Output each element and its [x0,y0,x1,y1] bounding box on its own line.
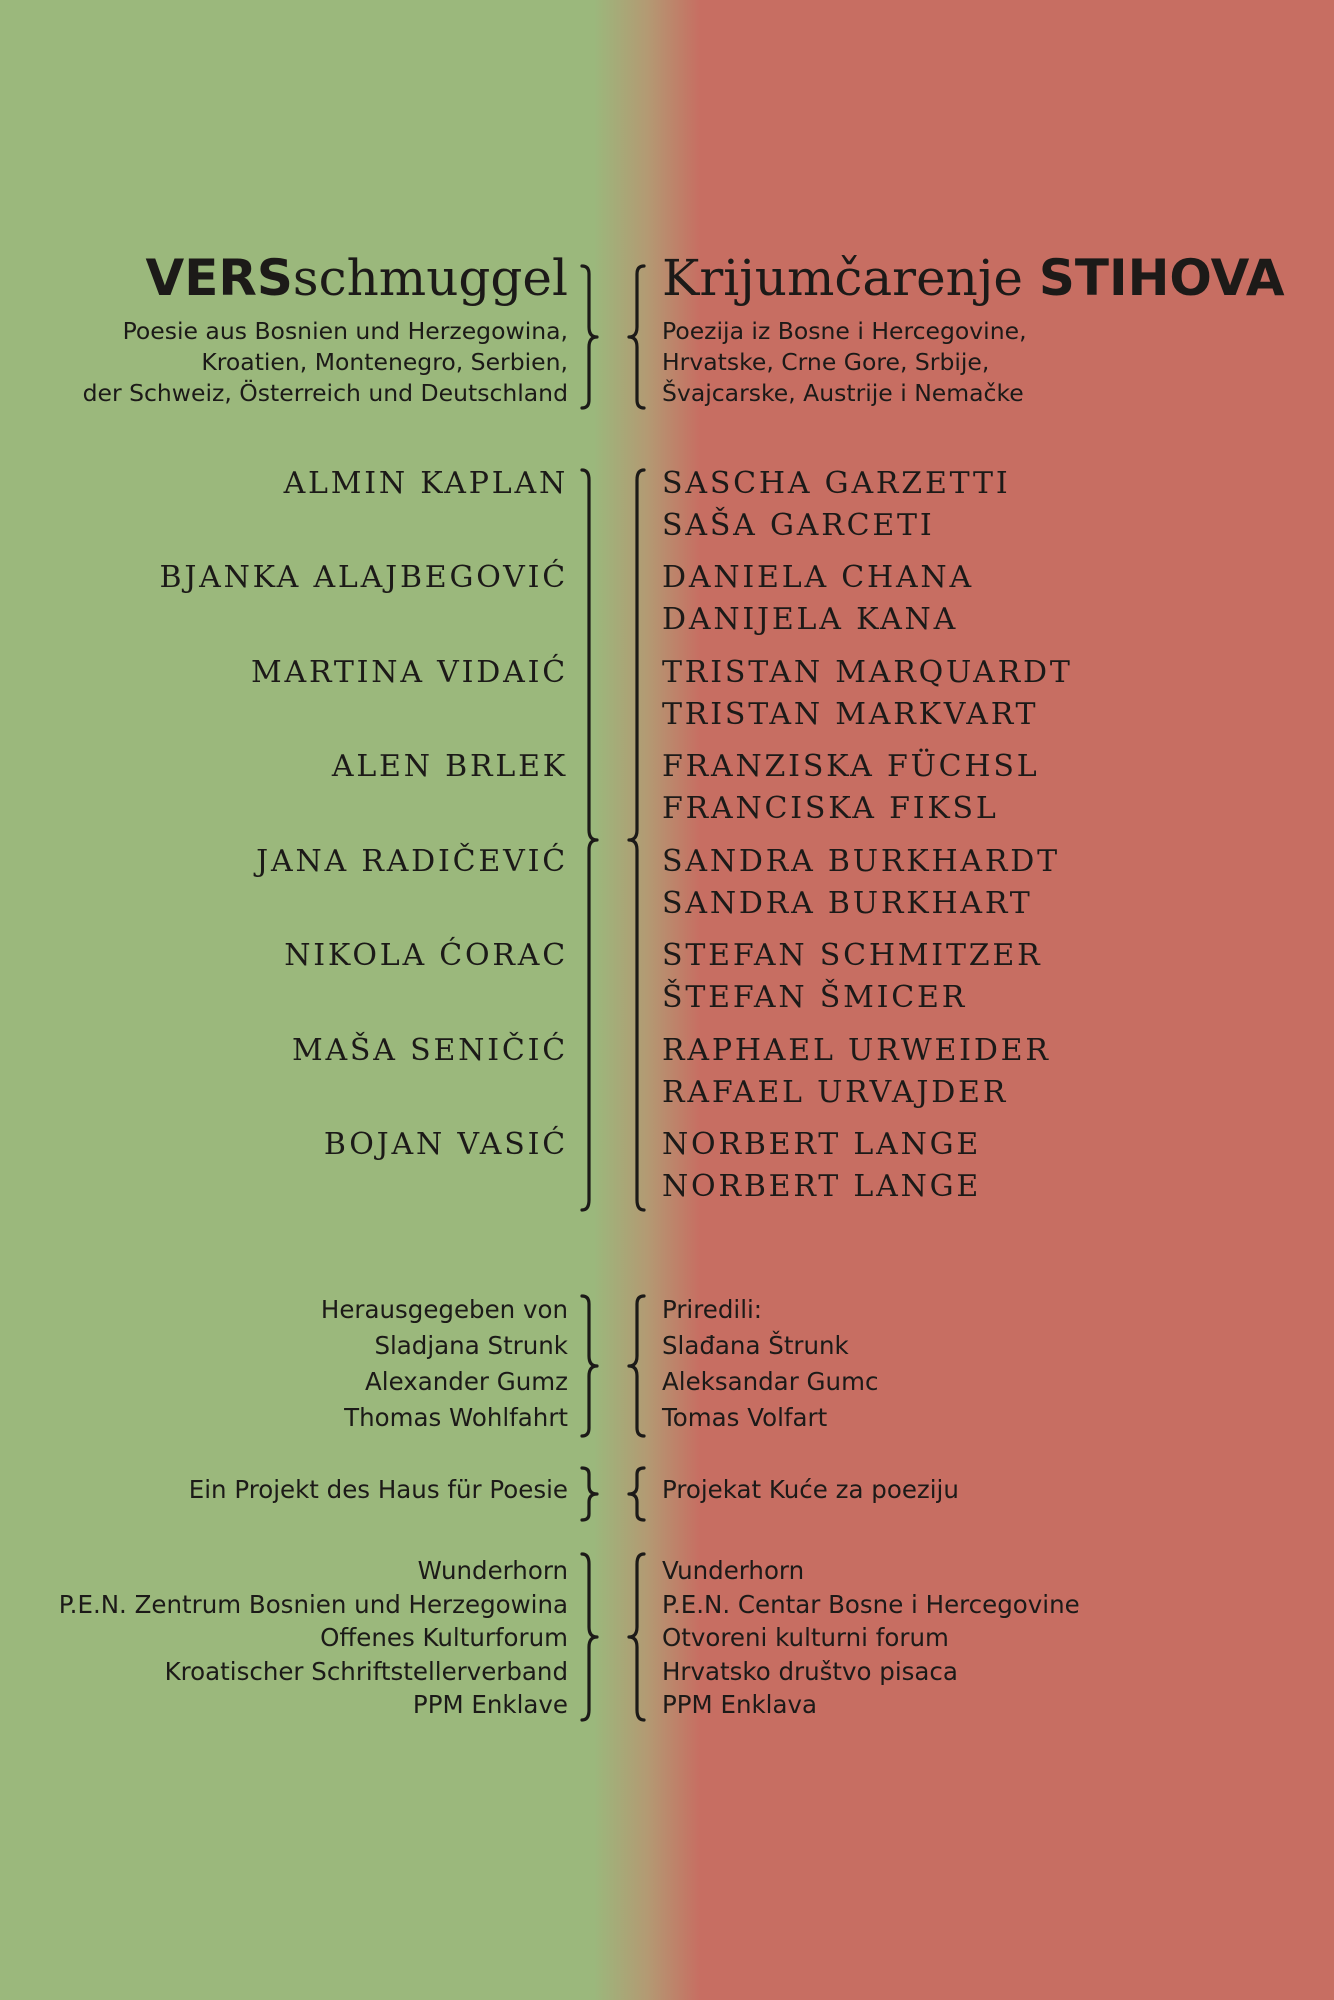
publisher-name: Kroatischer Schriftstellerverband [164,1656,568,1686]
german-editors [321,1292,568,1436]
editor-name: Sladjana Strunk [374,1331,568,1360]
serbian-title [662,248,1285,308]
project-left-brace [580,1466,600,1522]
author-name: BOJAN VASIĆ [323,1127,568,1162]
publisher-name: Hrvatsko društvo pisaca [662,1656,958,1686]
project-line: Ein Projekt des Haus für Poesie [188,1475,568,1504]
project-line: Projekat Kuće za poeziju [662,1475,959,1504]
german-subtitle-line: Kroatien, Montenegro, Serbien, [201,348,568,376]
german-publishers [59,1554,568,1722]
serbian-project [662,1472,959,1508]
author-name: MAŠA SENIČIĆ [291,1033,568,1068]
author-name-original: RAPHAEL URWEIDER [662,1033,1051,1068]
publisher-name: PPM Enklave [412,1690,568,1719]
publisher-name: PPM Enklava [662,1690,818,1719]
author-name-original: SASCHA GARZETTI [662,466,1011,501]
serbian-title-regular: Krijumčarenje [662,249,1039,307]
editors-heading: Priredili: [662,1295,763,1324]
title-left-brace [580,264,600,410]
author-name: BJANKA ALAJBEGOVIĆ [159,560,568,595]
author-name-transliterated: SANDRA BURKHART [662,886,1033,921]
german-subtitle-line: Poesie aus Bosnien und Herzegowina, [122,317,568,345]
author-name-original: DANIELA CHANA [662,560,974,595]
author-name: ALEN BRLEK [331,749,568,784]
author-name-transliterated: RAFAEL URVAJDER [662,1075,1009,1110]
editor-name: Alexander Gumz [365,1367,568,1396]
publisher-name: P.E.N. Centar Bosne i Hercegovine [662,1589,1080,1619]
publisher-name: Otvoreni kulturni forum [662,1623,949,1652]
editors-right-brace [626,1294,646,1438]
editor-name: Tomas Volfart [662,1403,828,1432]
author-name-transliterated: SAŠA GARCETI [662,508,935,543]
author-name-original: TRISTAN MARQUARDT [662,655,1073,690]
serbian-subtitle-line: Poezija iz Bosne i Hercegovine, [662,317,1027,345]
german-subtitle-line: der Schweiz, Österreich und Deutschland [82,379,568,407]
editor-name: Aleksandar Gumc [662,1367,879,1396]
author-name-original: SANDRA BURKHARDT [662,844,1060,879]
publishers-left-brace [580,1552,600,1722]
author-name-transliterated: NORBERT LANGE [662,1169,982,1204]
editors-left-brace [580,1294,600,1438]
author-name-transliterated: TRISTAN MARKVART [662,697,1039,732]
title-right-brace [626,264,646,410]
authors-right-brace [626,468,646,1212]
publisher-name: Wunderhorn [417,1556,568,1585]
german-title [146,248,568,308]
editors-heading: Herausgegeben von [320,1295,568,1324]
project-right-brace [626,1466,646,1522]
serbian-subtitle-line: Švajcarske, Austrije i Nemačke [662,379,1024,407]
publishers-right-brace [626,1552,646,1722]
serbian-subtitle [662,316,1027,409]
author-name-original: STEFAN SCHMITZER [662,938,1043,973]
authors-left-brace [580,468,600,1212]
serbian-editors [662,1292,878,1436]
german-title-bold: VERS [145,249,293,307]
german-project [189,1472,568,1508]
author-name-transliterated: FRANCISKA FIKSL [662,791,999,826]
publisher-name: P.E.N. Zentrum Bosnien und Herzegowina [58,1589,568,1619]
serbian-subtitle-line: Hrvatske, Crne Gore, Srbije, [662,348,990,376]
editor-name: Slađana Štrunk [662,1331,849,1360]
author-name: NIKOLA ĆORAC [284,938,568,973]
author-name: JANA RADIČEVIĆ [256,844,568,879]
author-name: ALMIN KAPLAN [283,466,568,501]
serbian-publishers [662,1554,1080,1722]
author-name: MARTINA VIDAIĆ [251,655,568,690]
editor-name: Thomas Wohlfahrt [344,1403,568,1432]
author-name-original: FRANZISKA FÜCHSL [662,749,1040,784]
publisher-name: Vunderhorn [662,1556,805,1585]
german-subtitle [83,316,568,409]
serbian-title-bold: STIHOVA [1038,249,1285,307]
publisher-name: Offenes Kulturforum [320,1623,568,1652]
author-name-transliterated: ŠTEFAN ŠMICER [662,980,968,1015]
author-name-transliterated: DANIJELA KANA [662,602,959,637]
author-name-original: NORBERT LANGE [662,1127,982,1162]
german-title-regular: schmuggel [292,249,568,307]
